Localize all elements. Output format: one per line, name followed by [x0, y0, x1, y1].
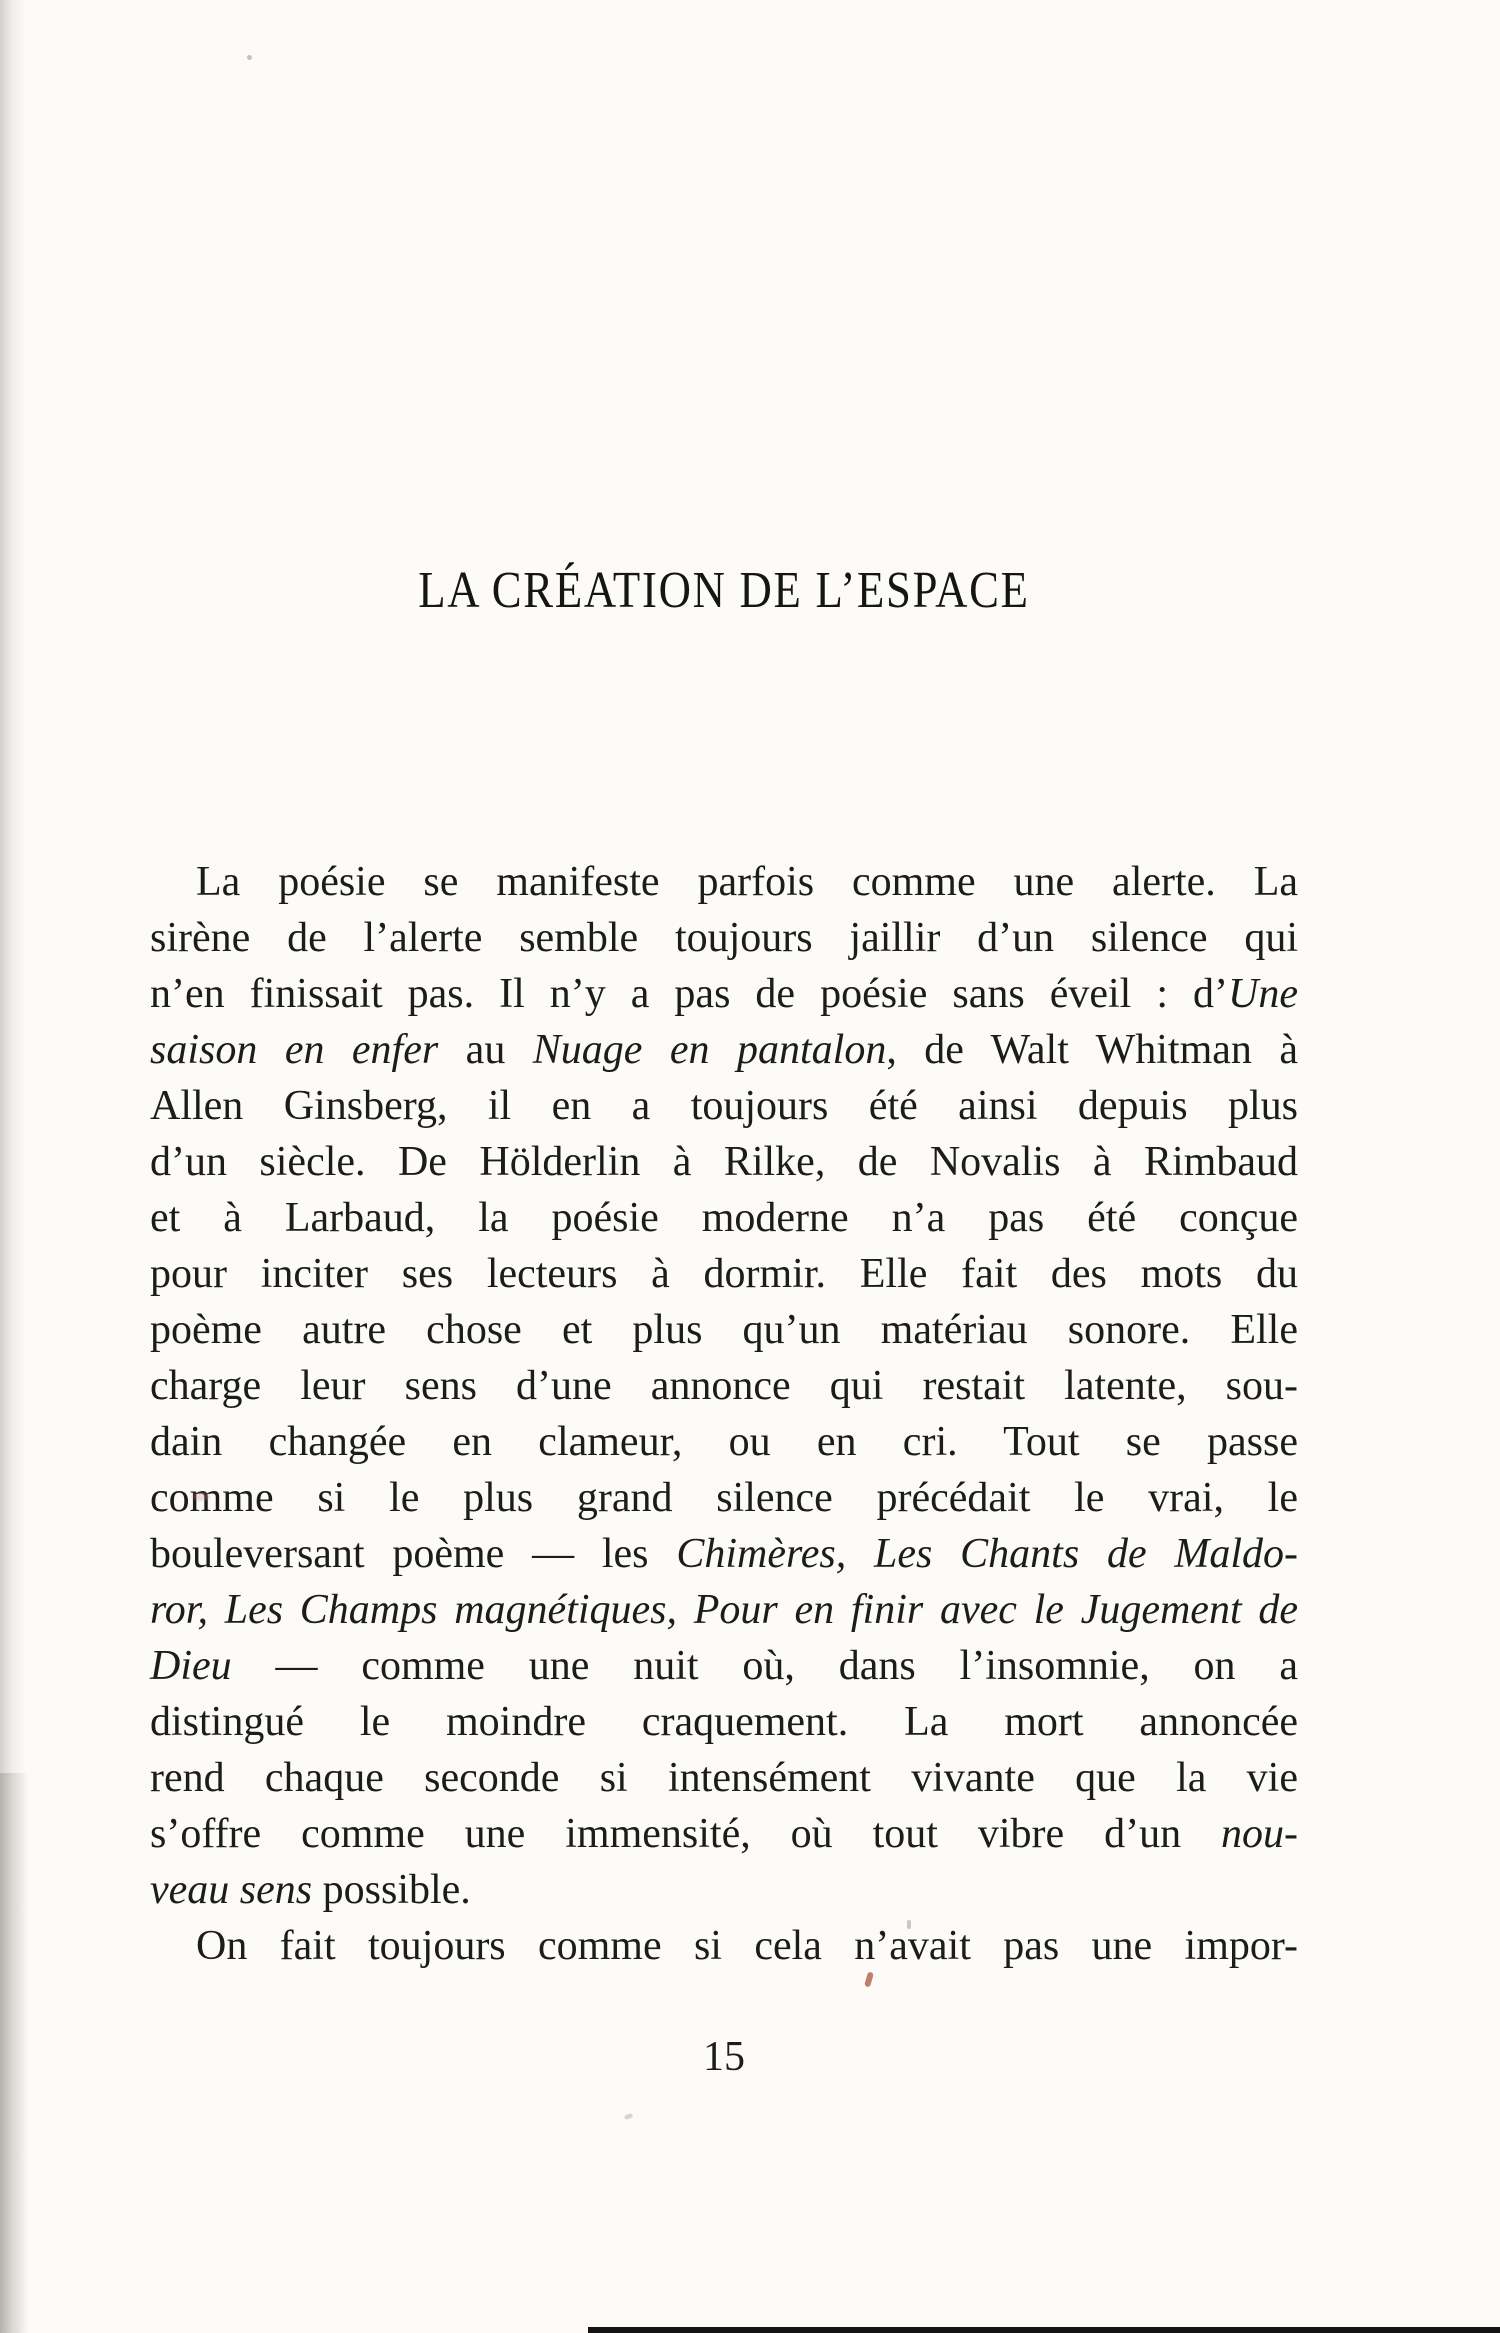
text-segment: s’offre comme une immensité, où tout vibre d’un: [150, 1811, 1221, 1857]
text-segment: distingué le moindre craquement. La mort annoncée: [150, 1699, 1298, 1745]
italic-text-segment: Chimères, Les Chants de Maldo-: [676, 1531, 1298, 1577]
scan-speck: [623, 2113, 633, 2121]
italic-text-segment: veau sens: [150, 1867, 313, 1913]
text-line: [150, 1414, 1298, 1470]
italic-text-segment: Dieu: [150, 1643, 232, 1689]
text-line: [150, 854, 1298, 910]
text-segment: — comme une nuit où, dans l’insomnie, on a: [231, 1643, 1298, 1689]
italic-text-segment: saison en enfer: [150, 1027, 439, 1073]
text-segment: d’un siècle. De Hölderlin à Rilke, de Novalis à Rimbaud: [150, 1139, 1298, 1185]
text-segment: dain changée en clameur, ou en cri. Tout se passe: [150, 1419, 1298, 1465]
text-segment: n’en finissait pas. Il n’y a pas de poésie sans éveil : d’: [150, 971, 1229, 1017]
text-segment: , de Walt Whitman à: [886, 1027, 1298, 1073]
italic-text-segment: nou-: [1221, 1811, 1298, 1857]
text-segment: La poésie se manifeste parfois comme une alerte. La: [196, 859, 1298, 905]
italic-text-segment: Nuage en pantalon: [532, 1027, 887, 1073]
text-line: [150, 1470, 1298, 1526]
text-line: [150, 1918, 1298, 1974]
text-line: [150, 1246, 1298, 1302]
text-segment: et à Larbaud, la poésie moderne n’a pas été conçue: [150, 1195, 1298, 1241]
text-line: [150, 1078, 1298, 1134]
text-segment: pour inciter ses lecteurs à dormir. Elle fait des mots du: [150, 1251, 1298, 1297]
text-line: [150, 1190, 1298, 1246]
text-segment: Allen Ginsberg, il en a toujours été ainsi depuis plus: [150, 1083, 1298, 1129]
body-text: [150, 854, 1298, 1974]
scan-speck: [247, 55, 252, 60]
text-segment: bouleversant poème — les: [150, 1531, 677, 1577]
text-line: [150, 1862, 1298, 1918]
text-line: [150, 1638, 1298, 1694]
text-segment: rend chaque seconde si intensément vivante que la vie: [150, 1755, 1298, 1801]
text-line: [150, 1526, 1298, 1582]
text-line: [150, 1750, 1298, 1806]
scan-shadow-left-bottom: [0, 1773, 34, 2333]
text-segment: sirène de l’alerte semble toujours jaillir d’un silence qui: [150, 915, 1298, 961]
text-line: [150, 1694, 1298, 1750]
text-segment: au: [438, 1027, 533, 1073]
text-segment: comme si le plus grand silence précédait le vrai, le: [150, 1475, 1298, 1521]
text-line: [150, 1582, 1298, 1638]
text-line: [150, 1358, 1298, 1414]
text-line: [150, 1302, 1298, 1358]
text-segment: On fait toujours comme si cela n’avait pas une impor-: [196, 1923, 1298, 1969]
italic-text-segment: ror, Les Champs magnétiques, Pour en finir avec le Jugement de: [150, 1587, 1298, 1633]
text-segment: poème autre chose et plus qu’un matériau sonore. Elle: [150, 1307, 1298, 1353]
chapter-title: LA CRÉATION DE L’ESPACE: [418, 562, 1030, 619]
text-line: [150, 1022, 1298, 1078]
text-line: [150, 1806, 1298, 1862]
scan-edge-artifact: [588, 2327, 1500, 2333]
page-number: 15: [703, 2034, 745, 2080]
text-segment: charge leur sens d’une annonce qui restait latente, sou-: [150, 1363, 1298, 1409]
text-segment: possible.: [312, 1867, 471, 1913]
text-line: [150, 1134, 1298, 1190]
italic-text-segment: Une: [1228, 971, 1298, 1017]
text-line: [150, 966, 1298, 1022]
text-line: [150, 910, 1298, 966]
scan-shadow-left: [0, 0, 26, 2333]
